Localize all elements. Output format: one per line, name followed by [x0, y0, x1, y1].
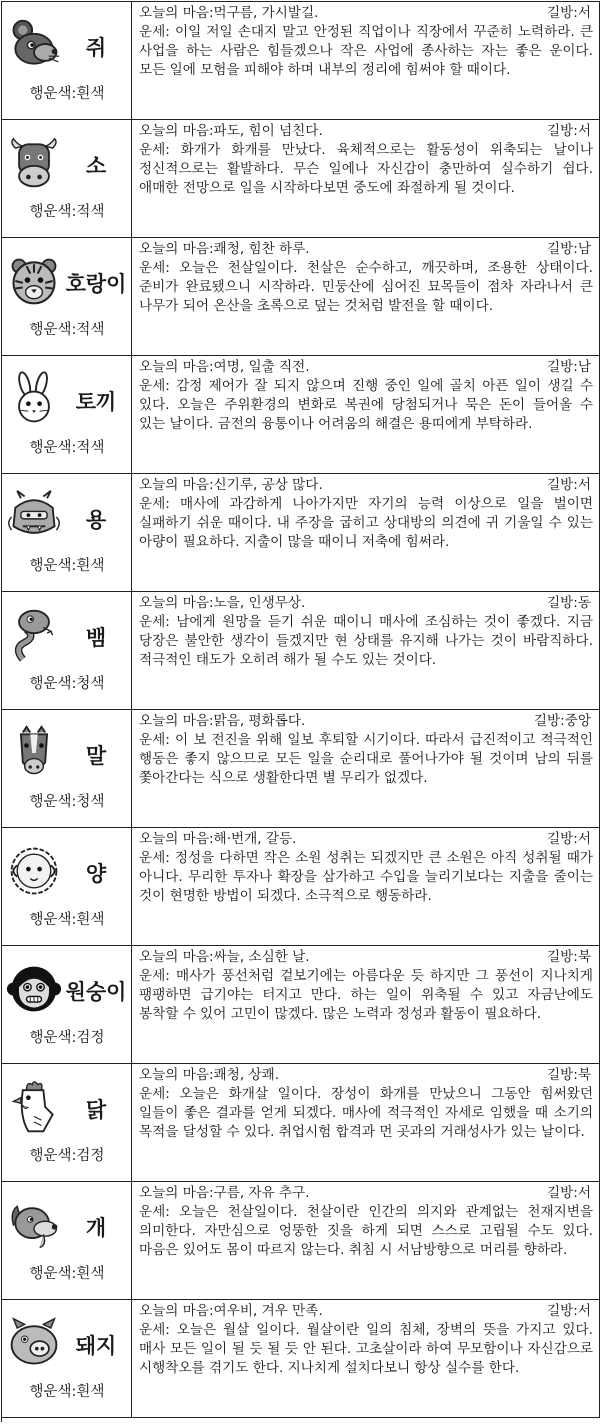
lucky-direction: 길방:동: [547, 595, 591, 611]
fortune-cell: [132, 2, 599, 119]
table-row: [2, 356, 600, 474]
fortune-text: 운세: 매사가 풍선처럼 겉보기에는 아름다운 듯 하지만 그 풍선이 지나치게 팽팽하면 급기야는 터지고 만다. 하는 일이 위축될 수 있고 자금난에도 봉착할 수 있어 고민이 많겠다. 많은 노력과 정성과 활동이 필요하다.: [139, 968, 593, 1022]
lucky-direction: 길방:서: [547, 477, 591, 493]
lucky-direction: 길방:남: [547, 241, 591, 257]
table-row: [2, 2, 600, 120]
lucky-direction: 길방:서: [547, 123, 591, 139]
today-mood: 오늘의 마음:신기루, 공상 많다.: [139, 477, 323, 493]
animal-name: 소: [85, 154, 107, 178]
animal-name: 닭: [85, 1098, 107, 1122]
table-row: [2, 238, 600, 356]
fortune-cell: [132, 946, 599, 1063]
zodiac-cell: [2, 1300, 132, 1417]
pig-icon: [6, 1314, 62, 1372]
fortune-cell: [132, 1182, 599, 1299]
lucky-color: 행운색:적색: [29, 440, 105, 456]
lucky-color: 행운색:검정: [29, 1148, 105, 1164]
lucky-color: 행운색:흰색: [29, 1266, 105, 1282]
table-row: [2, 474, 600, 592]
table-row: [2, 828, 600, 946]
dog-icon: [6, 1196, 62, 1254]
dragon-icon: [6, 488, 62, 546]
rooster-icon: [6, 1078, 62, 1136]
fortune-cell: [132, 828, 599, 945]
fortune-cell: [132, 592, 599, 709]
lucky-direction: 길방:서: [547, 831, 591, 847]
zodiac-cell: [2, 120, 132, 237]
today-mood: 오늘의 마음:쾌청, 힘찬 하루.: [139, 241, 310, 257]
animal-name: 뱀: [85, 626, 107, 650]
snake-icon: [6, 606, 62, 664]
horoscope-table: [1, 1, 600, 1422]
fortune-cell: [132, 120, 599, 237]
today-mood: 오늘의 마음:구름, 자유 추구.: [139, 1185, 310, 1201]
today-mood: 오늘의 마음:노을, 인생무상.: [139, 595, 306, 611]
fortune-text: 운세: 이일 저일 손대지 말고 안정된 직업이나 직장에서 꾸준히 노력하라. 큰 사업을 하는 사람은 힘들겠으나 작은 사업에 종사하는 자는 좋은 운이다. 모든 일에 모험을 피해야 하며 내부의 정리에 힘써야 할 때이다.: [139, 24, 593, 78]
rat-icon: [6, 16, 62, 74]
lucky-color: 행운색:검정: [29, 1030, 105, 1046]
lucky-direction: 길방:서: [547, 1303, 591, 1319]
animal-name: 말: [85, 744, 107, 768]
fortune-text: 운세: 오늘은 천살일이다. 천살이란 인간의 의지와 관계없는 천재지변을 의미한다. 자만심으로 엉뚱한 짓을 하게 되면 스스로 고립될 수도 있다. 마음은 있어도 몸이 따르지 않는다. 취침 시 서남방향으로 머리를 향하라.: [139, 1204, 593, 1258]
zodiac-cell: [2, 592, 132, 709]
fortune-text: 운세: 매사에 과감하게 나아가지만 자기의 능력 이상으로 일을 벌이면 실패하기 쉬운 때이다. 내 주장을 굽히고 상대방의 의견에 귀 기울일 수 있는 아량이 필요하다. 지출이 많을 때이니 저축에 힘써라.: [139, 496, 593, 550]
lucky-direction: 길방:서: [547, 5, 591, 21]
zodiac-cell: [2, 946, 132, 1063]
sheep-icon: [6, 842, 62, 900]
lucky-color: 행운색:흰색: [29, 912, 105, 928]
animal-name: 토끼: [75, 390, 117, 414]
animal-name: 용: [85, 508, 107, 532]
today-mood: 오늘의 마음:여우비, 겨우 만족.: [139, 1303, 323, 1319]
animal-name: 돼지: [75, 1334, 117, 1358]
today-mood: 오늘의 마음:맑음, 평화롭다.: [139, 713, 306, 729]
fortune-cell: [132, 1300, 599, 1417]
lucky-direction: 길방:중앙: [533, 713, 591, 729]
zodiac-cell: [2, 474, 132, 591]
lucky-color: 행운색:흰색: [29, 86, 105, 102]
lucky-color: 행운색:청색: [29, 794, 105, 810]
fortune-cell: [132, 238, 599, 355]
lucky-color: 행운색:흰색: [29, 558, 105, 574]
horse-icon: [6, 724, 62, 782]
table-row: [2, 1182, 600, 1300]
zodiac-cell: [2, 1064, 132, 1181]
lucky-direction: 길방:북: [547, 949, 591, 965]
zodiac-cell: [2, 1182, 132, 1299]
fortune-cell: [132, 1064, 599, 1181]
monkey-icon: [6, 960, 62, 1018]
fortune-cell: [132, 474, 599, 591]
table-row: [2, 592, 600, 710]
fortune-text: 운세: 남에게 원망을 듣기 쉬운 때이니 매사에 조심하는 것이 좋겠다. 지금 당장은 불안한 생각이 들겠지만 현 상태를 유지해 나가는 것이 바람직하다. 적극적인 태도가 오히려 해가 될 수도 있는 것이다.: [139, 614, 593, 668]
lucky-color: 행운색:청색: [29, 676, 105, 692]
fortune-text: 운세: 오늘은 화개살 일이다. 장성이 화개를 만났으니 그동안 힘써왔던 일들이 좋은 결과를 얻게 되겠다. 매사에 적극적인 자세로 임했을 때 소기의 목적을 달성할 수 있다. 취업시험 합격과 먼 곳과의 거래성사가 있는 날이다.: [139, 1086, 593, 1140]
lucky-color: 행운색:적색: [29, 322, 105, 338]
lucky-direction: 길방:북: [547, 1067, 591, 1083]
fortune-text: 운세: 오늘은 월살 일이다. 월살이란 일의 침체, 장벽의 뜻을 가지고 있다. 매사 모든 일이 될 듯 될 듯 안 된다. 고초살이라 하여 무모함이나 자신감으로 시행착오를 겪기도 한다. 지나치게 설치다보니 항상 실수를 한다.: [139, 1322, 593, 1376]
zodiac-cell: [2, 238, 132, 355]
lucky-direction: 길방:남: [547, 359, 591, 375]
table-row: [2, 1300, 600, 1418]
today-mood: 오늘의 마음:여명, 일출 직전.: [139, 359, 310, 375]
table-row: [2, 946, 600, 1064]
table-row: [2, 120, 600, 238]
table-row: [2, 710, 600, 828]
animal-name: 개: [85, 1216, 107, 1240]
fortune-text: 운세: 이 보 전진을 위해 일보 후퇴할 시기이다. 따라서 급진적이고 적극적인 행동은 좋지 않으므로 모든 일을 순리대로 풀어나가야 될 것이며 남의 뒤를 쫓아간다는 식으로 생활한다면 별 무리가 없겠다.: [139, 732, 593, 786]
ox-icon: [6, 134, 62, 192]
fortune-text: 운세: 오늘은 천살일이다. 천살은 순수하고, 깨끗하며, 조용한 상태이다. 준비가 완료됐으니 시작하라. 민둥산에 심어진 묘목들이 점차 자라나서 큰 나무가 되어 온산을 초록으로 덮는 것처럼 발전을 할 때이다.: [139, 260, 593, 314]
fortune-cell: [132, 710, 599, 827]
animal-name: 호랑이: [65, 272, 127, 296]
animal-name: 양: [85, 862, 107, 886]
fortune-text: 운세: 감정 제어가 잘 되지 않으며 진행 중인 일에 골치 아픈 일이 생길 수 있다. 오늘은 주위환경의 변화로 복권에 당첨되거나 묵은 돈이 들어올 수 있는 날이다. 금전의 융통이나 어려움의 해결은 용띠에게 부탁하라.: [139, 378, 593, 432]
zodiac-cell: [2, 828, 132, 945]
today-mood: 오늘의 마음:먹구름, 가시발길.: [139, 5, 319, 21]
table-row: [2, 1064, 600, 1182]
zodiac-cell: [2, 356, 132, 473]
today-mood: 오늘의 마음:파도, 힘이 넘친다.: [139, 123, 323, 139]
tiger-icon: [6, 252, 62, 310]
lucky-color: 행운색:흰색: [29, 1384, 105, 1400]
today-mood: 오늘의 마음:해·번개, 갈등.: [139, 831, 297, 847]
lucky-color: 행운색:적색: [29, 204, 105, 220]
today-mood: 오늘의 마음:쾌청, 상쾌.: [139, 1067, 280, 1083]
lucky-direction: 길방:서: [547, 1185, 591, 1201]
zodiac-cell: [2, 710, 132, 827]
today-mood: 오늘의 마음:싸늘, 소심한 날.: [139, 949, 310, 965]
zodiac-cell: [2, 2, 132, 119]
animal-name: 쥐: [85, 36, 107, 60]
rabbit-icon: [6, 370, 62, 428]
fortune-text: 운세: 화개가 화개를 만났다. 육체적으로는 활동성이 위축되는 날이나 정신적으로는 활발하다. 무슨 일에나 자신감이 충만하여 실수하기 쉽다. 애매한 전망으로 일을 시작하다보면 중도에 좌절하게 될 것이다.: [139, 142, 593, 196]
fortune-text: 운세: 정성을 다하면 작은 소원 성취는 되겠지만 큰 소원은 아직 성취될 때가 아니다. 무리한 투자나 확장을 삼가하고 수입을 늘리기보다는 지출을 줄이는 것이 현명한 방법이 되겠다. 소극적으로 행동하라.: [139, 850, 593, 904]
fortune-cell: [132, 356, 599, 473]
animal-name: 원숭이: [65, 980, 127, 1004]
